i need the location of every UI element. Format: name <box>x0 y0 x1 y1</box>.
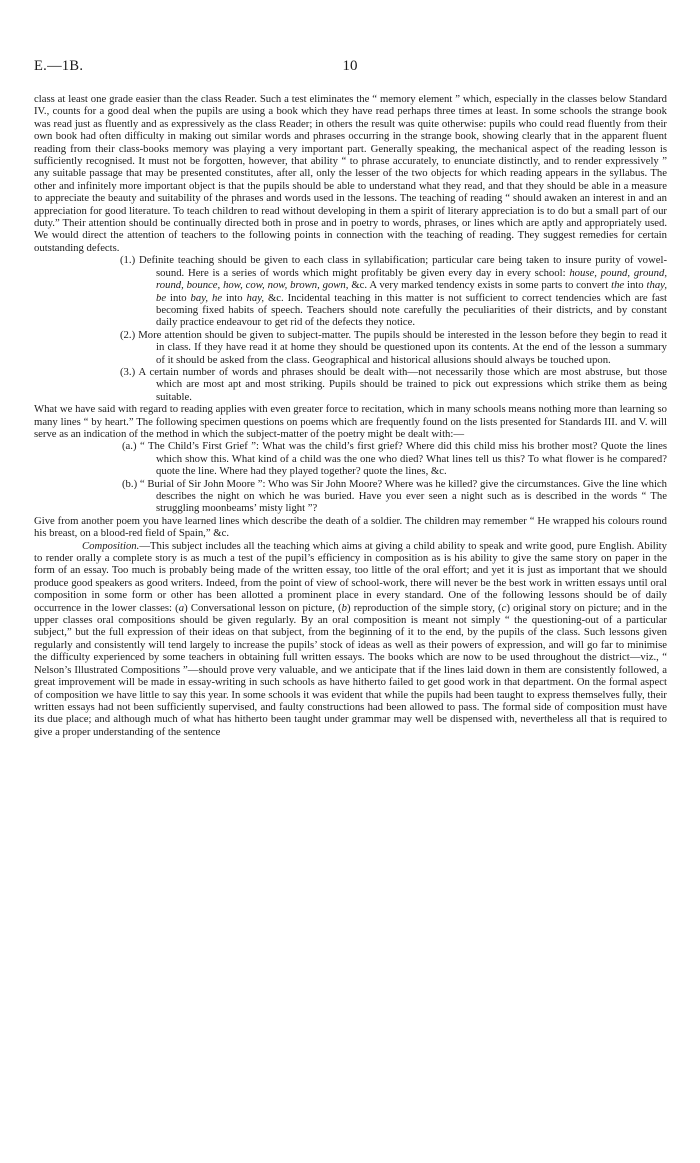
reading-paragraph: class at least one grade easier than the class Reader. Such a test eliminates the “ memory element ” which, especially in the classes below Standard IV., counts for a good deal when the pupils are using a book which they have read perhaps three times at least. In some schools the strange book was read just as fluently and as expressively as the class Reader; in others the result was quite otherwise: pupils who could read fluently from their own book had often difficulty in making out similar words and phrases occurring in the strange book, showing clearly that in the apparent fluent reading from their class-books memory was playing a very important part. Generally speaking, the mechanical aspect of the reading lesson is sufficiently recognised. It must not be forgotten, however, that ability “ to phrase accurately, to enunciate distinctly, and to render expressively ” any suitable passage that may be presented constitutes, after all, only the lesser of the two objects for which reading appears in the syllabus. The other and infinitely more important object is that the pupils should be able to understand what they read, and that they should be able in a measure to appreciate the beauty and suitability of the phrases and words used in the lessons. The teaching of reading “ should awaken an interest in and an appreciation for good literature. To teach children to read without developing in them a spirit of literary appreciation is to do but a small part of our duty.” Their attention should be continually directed both in prose and in poetry to words, phrases, or lines which are aptly and appropriately used. We would direct the attention of teachers to the following points in connection with the teaching of reading. They suggest remedies for certain outstanding defects. <box>34 93 667 254</box>
list-item-a: (a.) “ The Child’s First Grief ”: What was the child’s first grief? Where did this child miss his brother most? Quote the lines which show this. What kind of a child was the one who died? What lines tell us this? To what flower is he compared? quote the line. Where had they played together? quote the lines, &c. <box>122 440 667 478</box>
list-item-3: (3.) A certain number of words and phrases should be dealt with—not necessarily those which are most abstruse, but those which are most apt and most striking. Pupils should be trained to pick out expressions which strike them as being suitable. <box>120 365 667 403</box>
page-number: 10 <box>342 58 358 74</box>
list-item-1: (1.) Definite teaching should be given to each class in syllabification; particular care being taken to insure purity of vowel-sound. Here is a series of words which might profitably be given every day in every school: house, pound, ground, round, bounce, how, cow, now, brown, gown, &c. A very marked tendency exists in some parts to convert the into thay, be into bay, he into hay, &c. Incidental teaching in this matter is not sufficient to correct tendencies which are fast becoming fixed habits of speech. Teachers should note carefully the peculiarities of their districts, and by constant daily practice endeavour to get rid of the defects they notice. <box>120 254 668 329</box>
list-item-b: (b.) “ Burial of Sir John Moore ”: Who was Sir John Moore? Where was he killed? give the circumstances. Give the line which describes the night on which he was buried. Have you ever seen a night such as is described in the words “ The struggling moonbeams’ misty light ”? <box>122 477 668 515</box>
list-item-3-number: (3.) <box>120 365 136 378</box>
soldier-paragraph: Give from another poem you have learned lines which describe the death of a soldier. The children may remember “ He wrapped his colours round his breast, on a blood-red field of Spain,” &c. <box>34 514 667 540</box>
document-body <box>34 93 667 738</box>
list-item-a-number: (a.) <box>122 440 137 453</box>
list-item-2-number: (2.) <box>120 328 136 341</box>
list-item-1-number: (1.) <box>120 254 136 267</box>
page-header <box>34 58 666 78</box>
document-reference: E.—1B. <box>34 58 84 74</box>
list-item-b-number: (b.) <box>122 477 138 490</box>
list-item-2: (2.) More attention should be given to subject-matter. The pupils should be interested in the lesson before they begin to read it in class. If they have read it at home they should be questioned upon its contents. At the end of the lesson a summary of it should be asked from the class. Geographical and historical allusions should always be touched upon. <box>120 328 667 366</box>
composition-paragraph: Composition.—This subject includes all the teaching which aims at giving a child ability to speak and write good, pure English. Ability to render orally a complete story is as much a test of the pupil’s efficiency in composition as is his ability to give the same story on paper in the form of an essay. Too much is probably being made of the written essay, too little of the oral effort; and yet it is just as important that we should produce good speakers as good writers. Indeed, from the point of view of school-work, there will never be the best work in written essays until oral composition in some form or other has been allotted a prominent place in every standard. One of the following lessons should be of daily occurrence in the lower classes: (a) Conversational lesson on picture, (b) reproduction of the simple story, (c) original story on picture; and in the upper classes oral compositions should be given regularly. By an oral composition is meant not simply “ the questioning-out of a particular subject,” but the full expression of their ideas on that subject, from the beginning of it to the end, by the pupils of the class. Such lessons given regularly and consistently will tend largely to increase the pupils’ stock of ideas as well as their powers of expression, and will go far to minimise the difficulty experienced by some teachers in obtaining full written essays. The books which are now to be used throughout the district—viz., “ Nelson’s Illustrated Compositions ”—should prove very valuable, and we anticipate that if the lines laid down in them are consistently followed, a great improvement will be made in essay-writing in such schools as have hitherto failed to get good work in that department. On the formal aspect of composition we have little to say this year. In some schools it was evident that while the pupils had been taught to express themselves fully, their written essays had not been sufficiently supervised, and faulty constructions had been allowed to pass. The formal side of composition must have its due place; and although much of what has hitherto been taught under grammar may well be dispensed with, nevertheless all that is required to give a proper understanding of the sentence <box>34 539 668 738</box>
recitation-paragraph: What we have said with regard to reading applies with even greater force to recitation, which in many schools means nothing more than learning so many lines “ by heart.” The following specimen questions on poems which are frequently found on the lists presented for Standards III. and V. will serve as an indication of the method in which the subject-matter of the poetry might be dealt with:— <box>34 403 667 440</box>
composition-heading: Composition. <box>82 539 140 552</box>
example-words: house, pound, ground, round, bounce, how, cow, now, brown, gown, <box>156 266 667 292</box>
